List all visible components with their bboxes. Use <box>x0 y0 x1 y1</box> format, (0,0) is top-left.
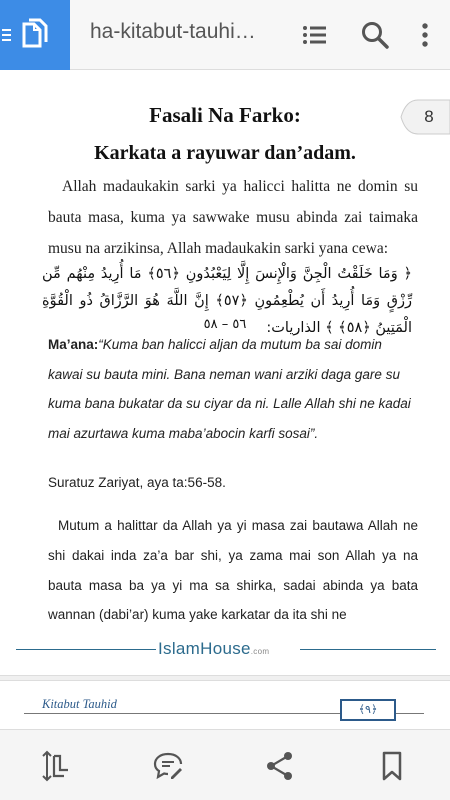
meaning-label: Ma’ana: <box>48 337 99 352</box>
next-page-number-box: ﴾٩﴿ <box>340 699 396 721</box>
page-number: 8 <box>424 107 434 126</box>
body-paragraph: Mutum a halittar da Allah ya yi masa zai bautawa Allah ne shi dakai inda za’a bar shi, ya zama mai son Allah ya na bauta masa ba ya yi ma sa shirka, sadai abinda ya bata wannan (dabi’ar) kuma yake karkatar da ita shi ne <box>48 518 418 623</box>
document-menu-button[interactable] <box>0 0 70 70</box>
chapter-subheading: Karkata a rayuwar dan’adam. <box>94 142 356 164</box>
quran-verse-reference: ٥٦ – ٥٨ <box>203 317 247 332</box>
next-page-running-title: Kitabut Tauhid <box>42 697 117 711</box>
crop-fit-icon[interactable] <box>40 750 72 782</box>
page-separator <box>0 675 450 681</box>
search-icon[interactable] <box>360 20 390 50</box>
share-icon[interactable] <box>264 750 296 782</box>
document-title: ha-kitabut-tauhi… <box>90 20 256 43</box>
brand-suffix: .com <box>250 647 270 656</box>
intro-paragraph: Allah madaukakin sarki ya halicci halitta ne domin su bauta masa, kuma ya sawwake musu abinda zai taimaka musu na arzikinsa, Allah madaukakin sarki yana cewa: <box>48 178 418 257</box>
footer-divider-left <box>16 649 156 650</box>
meaning-quote: “Kuma ban halicci aljan da mutum ba sai domin kawai su bauta mini. Bana neman wani arziki daga gare su kuma bana bukatar da su ciyar da ni. Lalle Allah shi ne kadai mai azurtawa kuma maba’abocin karfi sosai”. <box>48 337 411 441</box>
document-icon <box>20 18 48 50</box>
comment-edit-icon[interactable] <box>152 750 184 782</box>
more-vert-icon[interactable] <box>410 20 440 50</box>
meaning-reference: Suratuz Zariyat, aya ta:56-58. <box>48 475 226 490</box>
islamhouse-logo <box>158 639 269 659</box>
bottom-toolbar <box>0 729 450 800</box>
top-app-bar <box>0 0 450 70</box>
footer-divider-right <box>300 649 436 650</box>
meaning-paragraph <box>48 330 418 448</box>
chapter-heading: Fasali Na Farko: <box>149 103 301 127</box>
document-page[interactable] <box>0 71 450 729</box>
list-icon[interactable] <box>300 20 330 50</box>
drawer-icon <box>2 29 11 44</box>
brand-name: IslamHouse <box>158 639 251 658</box>
quran-verse: ﴿ وَمَا خَلَقْتُ الْجِنَّ وَالْإِنسَ إِلَّا لِيَعْبُدُونِ ﴿٥٦﴾ مَا أُرِيدُ مِنْهُم مِّن رِّزْقٍ وَمَا أُرِيدُ أَن يُطْعِمُونِ ﴿٥٧﴾ إِنَّ اللَّهَ هُوَ الرَّزَّاقُ ذُو الْقُوَّةِ الْمَتِينُ ﴿٥٨﴾ ﴾ الذاريات: <box>42 266 413 336</box>
bookmark-icon[interactable] <box>376 750 408 782</box>
